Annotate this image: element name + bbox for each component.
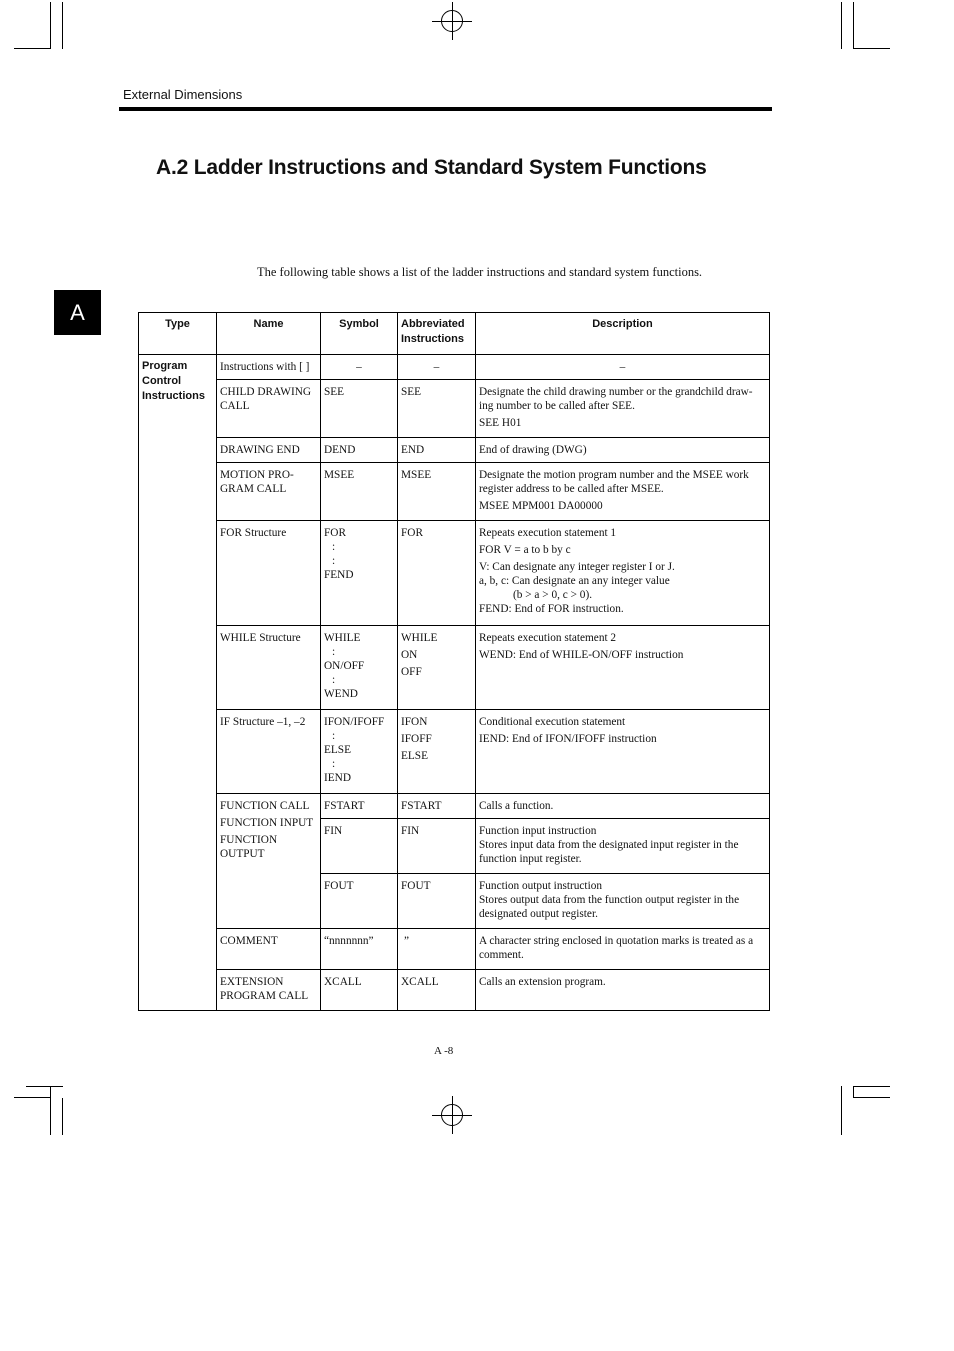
symbol-cell: FIN	[321, 819, 398, 874]
running-header: External Dimensions	[123, 87, 243, 102]
name-cell: Instructions with [ ]	[217, 355, 321, 380]
abbr-line: ELSE	[401, 750, 428, 762]
symbol-cell: FSTART	[321, 794, 398, 819]
table-header-row	[139, 313, 770, 355]
description-text: Function input instruction	[479, 825, 597, 837]
abbr-cell: FIN	[398, 819, 476, 874]
symbol-line: FOR	[324, 527, 346, 539]
table-row	[139, 380, 770, 438]
description-text: Stores input data from the designated input register in the function input register.	[479, 839, 739, 865]
abbr-cell: FOR	[398, 521, 476, 626]
abbr-cell	[398, 626, 476, 710]
description-example: SEE H01	[479, 417, 522, 429]
name-cell: MOTION PRO-GRAM CALL	[217, 463, 321, 521]
abbr-line: ON	[401, 649, 418, 661]
abbr-cell	[398, 710, 476, 794]
description-cell: Calls an extension program.	[476, 970, 770, 1011]
name-cell: COMMENT	[217, 929, 321, 970]
symbol-cell	[321, 626, 398, 710]
symbol-line: :	[332, 730, 336, 742]
name-cell	[217, 794, 321, 929]
abbr-cell: –	[398, 355, 476, 380]
header-type: Type	[139, 313, 217, 355]
symbol-line: :	[332, 555, 336, 567]
symbol-cell: “nnnnnnn”	[321, 929, 398, 970]
header-symbol: Symbol	[321, 313, 398, 355]
abbr-line: IFOFF	[401, 733, 432, 745]
table-row	[139, 438, 770, 463]
name-cell: WHILE Structure	[217, 626, 321, 710]
abbr-line: IFON	[401, 716, 428, 728]
description-text: Repeats execution statement 1	[479, 527, 617, 539]
abbr-cell: FSTART	[398, 794, 476, 819]
name-cell: FOR Structure	[217, 521, 321, 626]
description-text: V: Can designate any integer register I or J.	[479, 561, 675, 573]
symbol-line: IFON/IFOFF	[324, 716, 385, 728]
name-cell: IF Structure –1, –2	[217, 710, 321, 794]
description-text: FOR V = a to b by c	[479, 544, 571, 556]
abbr-line: WHILE	[401, 632, 438, 644]
symbol-cell: XCALL	[321, 970, 398, 1011]
description-cell: Calls a function.	[476, 794, 770, 819]
description-cell	[476, 463, 770, 521]
description-text: Designate the child drawing number or the grandchild draw-ing number to be called after SEE.	[479, 386, 753, 412]
function-call-name: FUNCTION CALL	[220, 800, 310, 812]
description-cell	[476, 626, 770, 710]
header-name: Name	[217, 313, 321, 355]
symbol-cell: SEE	[321, 380, 398, 438]
symbol-line: :	[332, 758, 336, 770]
description-cell	[476, 380, 770, 438]
table-row	[139, 626, 770, 710]
function-input-name: FUNCTION INPUT	[220, 817, 314, 829]
description-text: IEND: End of IFON/IFOFF instruction	[479, 733, 657, 745]
description-cell: End of drawing (DWG)	[476, 438, 770, 463]
symbol-cell	[321, 521, 398, 626]
description-cell	[476, 710, 770, 794]
description-example: MSEE MPM001 DA00000	[479, 500, 603, 512]
description-text: Repeats execution statement 2	[479, 632, 617, 644]
table-row	[139, 463, 770, 521]
symbol-line: ON/OFF	[324, 660, 365, 672]
abbr-cell: SEE	[398, 380, 476, 438]
description-text: Conditional execution statement	[479, 716, 626, 728]
header-abbreviated: Abbreviated Instructions	[398, 313, 476, 355]
table-row	[139, 521, 770, 626]
abbr-line: OFF	[401, 666, 422, 678]
description-cell	[476, 819, 770, 874]
symbol-cell: FOUT	[321, 874, 398, 929]
symbol-line: :	[332, 541, 336, 553]
description-text: WEND: End of WHILE-ON/OFF instruction	[479, 649, 684, 661]
instructions-table	[138, 312, 770, 1011]
name-cell: EXTENSION PROGRAM CALL	[217, 970, 321, 1011]
function-output-name: FUNCTION OUTPUT	[220, 834, 278, 860]
description-cell	[476, 521, 770, 626]
symbol-cell: DEND	[321, 438, 398, 463]
symbol-cell: MSEE	[321, 463, 398, 521]
description-cell: A character string enclosed in quotation marks is treated as a comment.	[476, 929, 770, 970]
section-title: A.2 Ladder Instructions and Standard System Functions	[156, 156, 707, 179]
page-number: A -8	[434, 1045, 454, 1057]
appendix-tab: A	[54, 290, 101, 335]
symbol-line: :	[332, 646, 336, 658]
name-cell: CHILD DRAWING CALL	[217, 380, 321, 438]
abbr-cell: XCALL	[398, 970, 476, 1011]
table-row	[139, 355, 770, 380]
type-cell: Program Control Instructions	[139, 355, 217, 1011]
table-row	[139, 794, 770, 819]
table-row	[139, 710, 770, 794]
symbol-line: :	[332, 674, 336, 686]
table-row	[139, 929, 770, 970]
description-text: a, b, c: Can designate an any integer value	[479, 575, 670, 587]
header-rule	[119, 107, 772, 111]
abbr-cell: ”	[398, 929, 476, 970]
symbol-line: WHILE	[324, 632, 361, 644]
symbol-line: FEND	[324, 569, 354, 581]
description-cell	[476, 874, 770, 929]
description-text: Stores output data from the function output register in the designated output register.	[479, 894, 740, 920]
name-cell: DRAWING END	[217, 438, 321, 463]
description-text: (b > a > 0, c > 0).	[513, 589, 593, 601]
symbol-line: WEND	[324, 688, 358, 700]
table-row	[139, 970, 770, 1011]
description-text: Function output instruction	[479, 880, 603, 892]
symbol-line: IEND	[324, 772, 351, 784]
symbol-line: ELSE	[324, 744, 351, 756]
symbol-cell: –	[321, 355, 398, 380]
header-description: Description	[476, 313, 770, 355]
description-cell: –	[476, 355, 770, 380]
symbol-cell	[321, 710, 398, 794]
abbr-cell: END	[398, 438, 476, 463]
abbr-cell: MSEE	[398, 463, 476, 521]
description-text: Designate the motion program number and the MSEE work register address to be called after MSEE.	[479, 469, 749, 495]
intro-paragraph: The following table shows a list of the ladder instructions and standard system functions.	[257, 265, 703, 279]
abbr-cell: FOUT	[398, 874, 476, 929]
description-text: FEND: End of FOR instruction.	[479, 603, 624, 615]
